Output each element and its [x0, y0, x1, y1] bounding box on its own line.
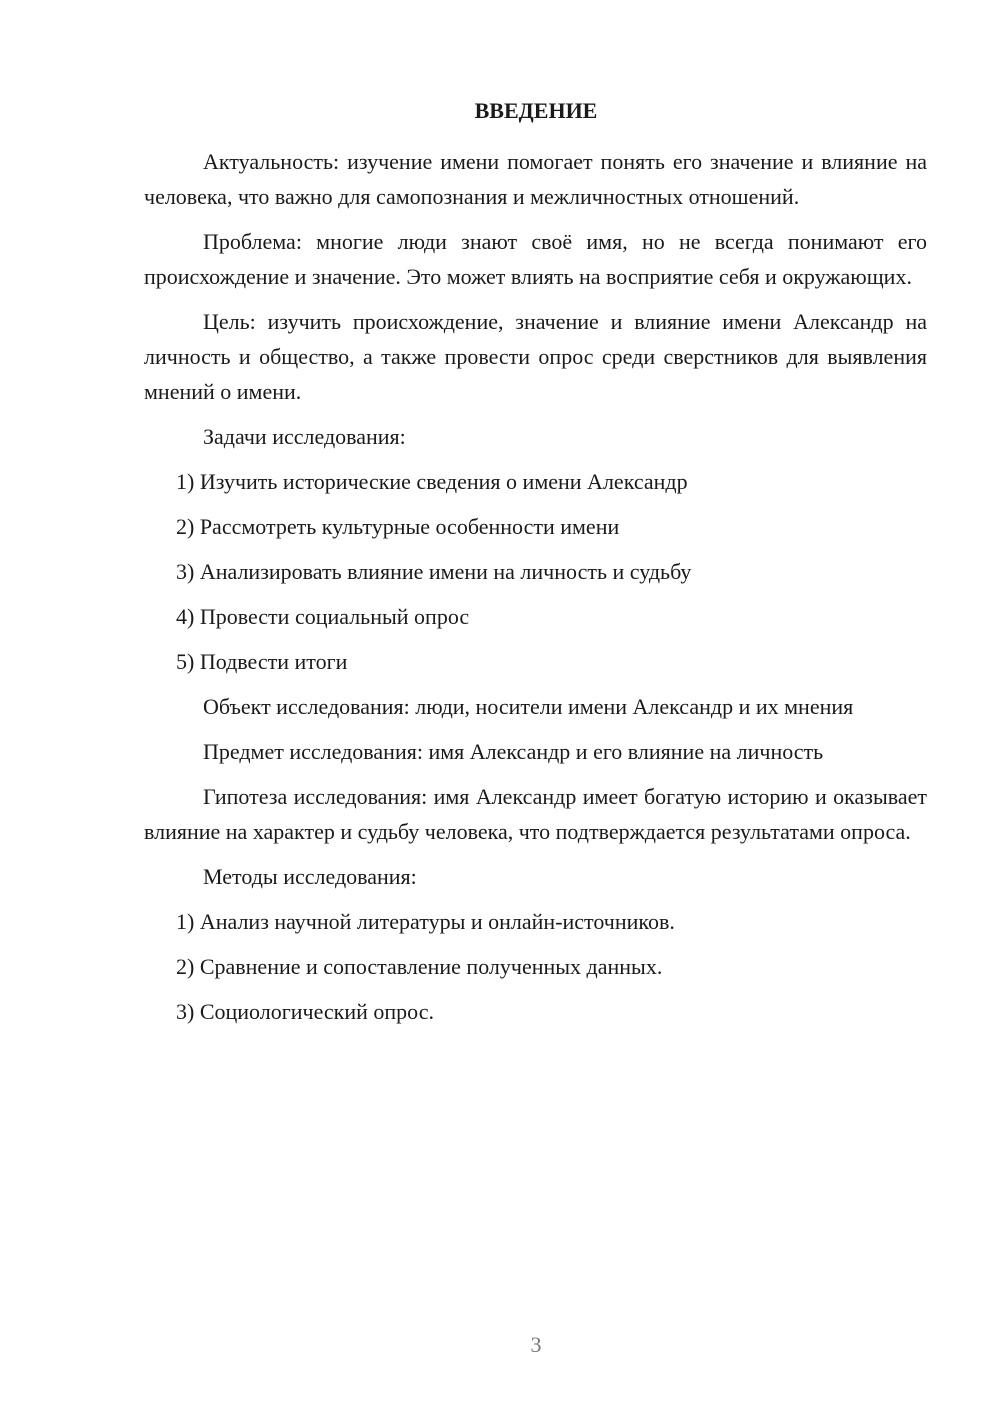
list-item: 1) Изучить исторические сведения о имени Александр: [176, 469, 688, 494]
tasks-list: [144, 464, 927, 679]
methods-list: [144, 904, 927, 1029]
list-item: 2) Рассмотреть культурные особенности имени: [176, 514, 620, 539]
object-paragraph: Объект исследования: люди, носители имени Александр и их мнения: [203, 694, 854, 719]
problem-paragraph: Проблема: многие люди знают своё имя, но не всегда понимают его происхождение и значение. Это может влиять на восприятие себя и окружающих.: [144, 229, 927, 289]
goal-paragraph: Цель: изучить происхождение, значение и влияние имени Александр на личность и общество, а также провести опрос среди сверстников для выявления мнений о имени.: [144, 309, 927, 404]
document-page: [144, 96, 927, 1039]
list-item: 5) Подвести итоги: [176, 649, 348, 674]
tasks-title: Задачи исследования:: [203, 424, 406, 449]
page-number: 3: [530, 1332, 542, 1357]
section-heading: ВВЕДЕНИЕ: [474, 98, 598, 123]
hypothesis-paragraph: Гипотеза исследования: имя Александр имеет богатую историю и оказывает влияние на характер и судьбу человека, что подтверждается результатами опроса.: [144, 784, 927, 844]
list-item: 2) Сравнение и сопоставление полученных данных.: [176, 954, 663, 979]
list-item: 1) Анализ научной литературы и онлайн-источников.: [176, 909, 675, 934]
list-item: 3) Социологический опрос.: [176, 999, 434, 1024]
relevance-paragraph: Актуальность: изучение имени помогает понять его значение и влияние на человека, что важно для самопознания и межличностных отношений.: [144, 149, 927, 209]
list-item: 3) Анализировать влияние имени на личность и судьбу: [176, 559, 692, 584]
methods-title: Методы исследования:: [203, 864, 417, 889]
list-item: 4) Провести социальный опрос: [176, 604, 470, 629]
subject-paragraph: Предмет исследования: имя Александр и его влияние на личность: [203, 739, 824, 764]
